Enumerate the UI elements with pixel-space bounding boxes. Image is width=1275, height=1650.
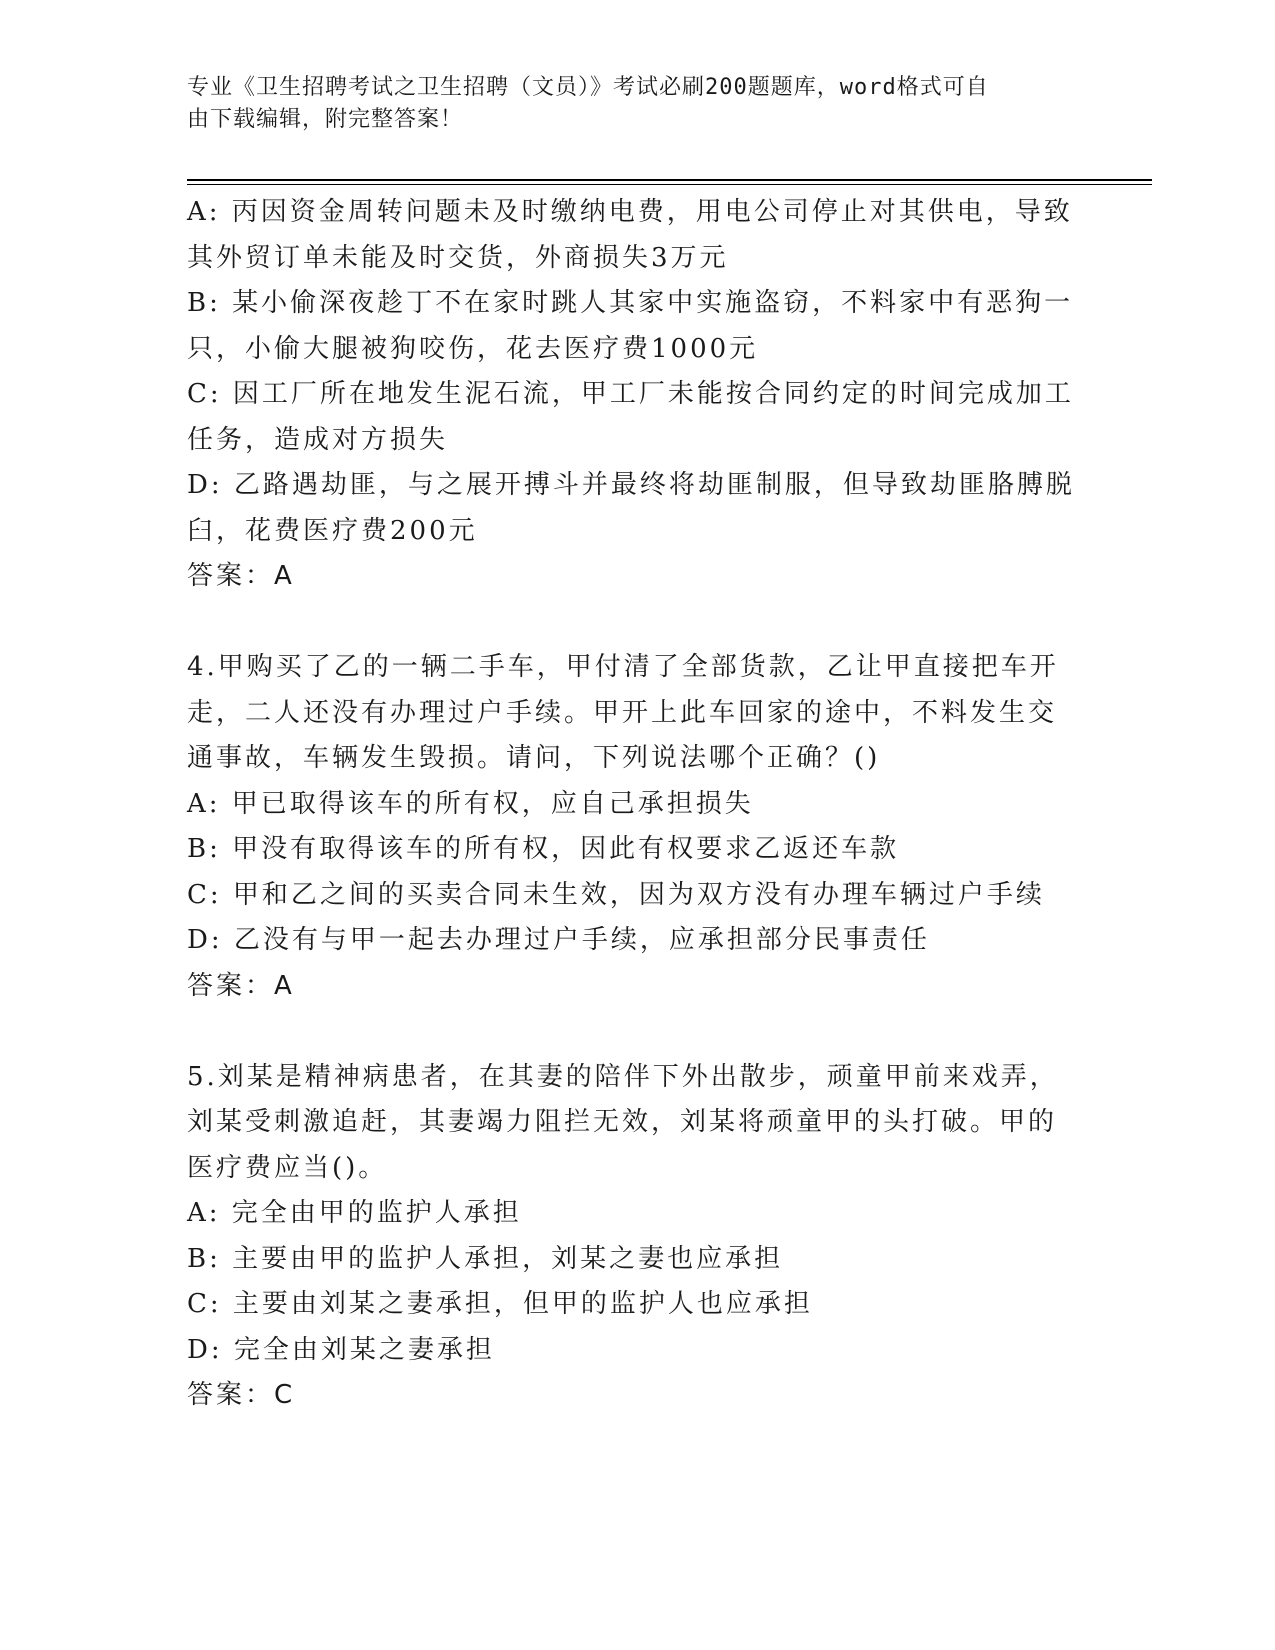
spacer <box>187 1009 1087 1055</box>
header-line-2: 由下载编辑，附完整答案！ <box>187 107 464 132</box>
q4-option-d: D: 乙没有与甲一起去办理过户手续，应承担部分民事责任 <box>187 925 930 955</box>
q5-stem-line-1: 5.刘某是精神病患者，在其妻的陪伴下外出散步，顽童甲前来戏弄， <box>187 1061 1059 1092</box>
q3-option-c-line-2: 任务，造成对方损失 <box>187 424 449 455</box>
q5-stem-line-2: 刘某受刺激追赶，其妻竭力阻拦无效，刘某将顽童甲的头打破。甲的 <box>187 1107 1058 1137</box>
q5-option-b: B: 主要由甲的监护人承担，刘某之妻也应承担 <box>187 1243 784 1274</box>
q3-option-a-line-1: A: 丙因资金周转问题未及时缴纳电费，用电公司停止对其供电，导致 <box>187 197 1073 227</box>
q4-stem-line-3: 通事故，车辆发生毁损。请问，下列说法哪个正确？() <box>187 743 881 773</box>
q3-option-d-line-2: 臼，花费医疗费200元 <box>187 515 478 546</box>
q3-option-c-line-1: C: 因工厂所在地发生泥石流，甲工厂未能按合同约定的时间完成加工 <box>187 379 1074 409</box>
q3-option-b-line-2: 只，小偷大腿被狗咬伤，花去医疗费1000元 <box>187 333 759 364</box>
question-4-block <box>187 645 1087 1009</box>
q5-option-c: C: 主要由刘某之妻承担，但甲的监护人也应承担 <box>187 1289 813 1319</box>
q4-option-a: A: 甲已取得该车的所有权，应自己承担损失 <box>187 788 754 819</box>
header-divider-thick <box>187 179 1152 181</box>
q5-option-d: D: 完全由刘某之妻承担 <box>187 1334 495 1365</box>
q3-option-b-line-1: B: 某小偷深夜趁丁不在家时跳人其家中实施盗窃，不料家中有恶狗一 <box>187 288 1074 318</box>
q4-option-b: B: 甲没有取得该车的所有权，因此有权要求乙返还车款 <box>187 834 900 864</box>
page-header <box>187 72 1067 136</box>
q4-option-c: C: 甲和乙之间的买卖合同未生效，因为双方没有办理车辆过户手续 <box>187 879 1045 910</box>
q3-answer: 答案：A <box>187 561 295 591</box>
q5-answer: 答案：C <box>187 1380 296 1410</box>
q4-stem-line-2: 走，二人还没有办理过户手续。甲开上此车回家的途中，不料发生交 <box>187 697 1058 728</box>
question-3-block <box>187 190 1087 600</box>
q3-option-a-line-2: 其外贸订单未能及时交货，外商损失3万元 <box>187 242 729 273</box>
header-line-1: 专业《卫生招聘考试之卫生招聘（文员）》考试必刷200题题库，word格式可自 <box>187 75 989 100</box>
q3-option-d-line-1: D: 乙路遇劫匪，与之展开搏斗并最终将劫匪制服，但导致劫匪胳膊脱 <box>187 470 1075 500</box>
spacer <box>187 600 1087 646</box>
q4-stem-line-1: 4.甲购买了乙的一辆二手车，甲付清了全部货款，乙让甲直接把车开 <box>187 652 1059 682</box>
q4-answer: 答案：A <box>187 970 295 1001</box>
q5-option-a: A: 完全由甲的监护人承担 <box>187 1198 522 1228</box>
question-content <box>187 190 1087 1419</box>
q5-stem-line-3: 医疗费应当()。 <box>187 1152 388 1183</box>
header-divider-thin <box>187 184 1152 185</box>
question-5-block <box>187 1055 1087 1419</box>
